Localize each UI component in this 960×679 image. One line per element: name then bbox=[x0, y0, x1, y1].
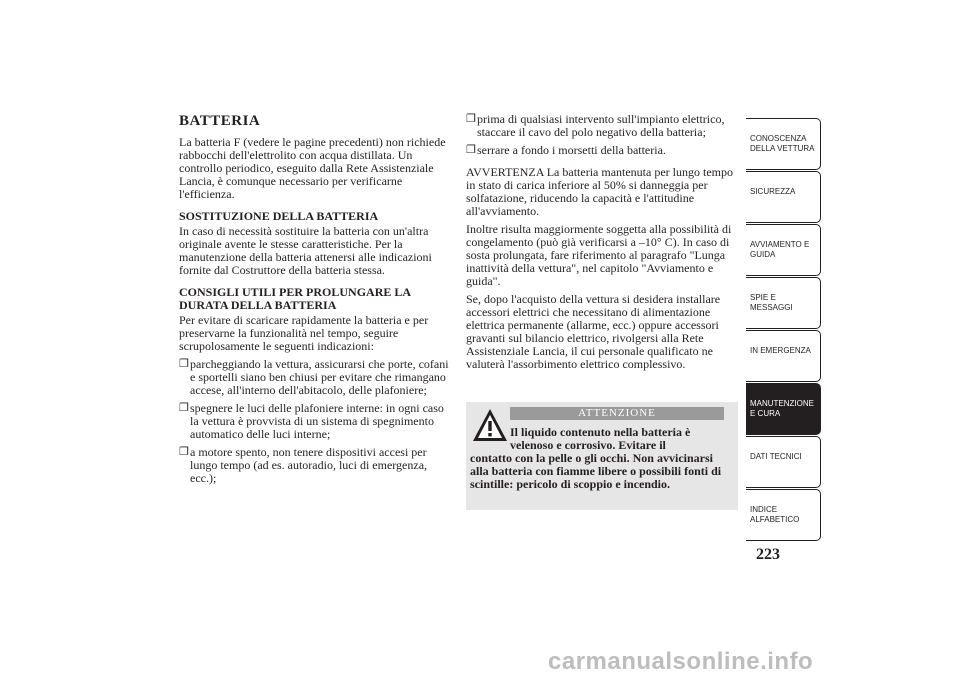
list-item bbox=[466, 144, 738, 157]
list-item bbox=[179, 402, 451, 441]
list-item bbox=[179, 446, 451, 485]
tab-dati-tecnici[interactable]: DATI TECNICI bbox=[746, 436, 821, 488]
intro-paragraph: La batteria F (vedere le pagine precedenti) non richiede rabbocchi dell'elettrolito con acqua distillata. Un controllo periodico, eseguito dalla Rete Assistenziale Lancia, è comunque necessario per verificarne l'efficienza. bbox=[179, 135, 446, 201]
tab-conoscenza[interactable]: CONOSCENZA DELLA VETTURA bbox=[746, 118, 821, 170]
subheading-tips: CONSIGLI UTILI PER PROLUNGARE LA DURATA DELLA BATTERIA bbox=[179, 285, 411, 312]
watermark-text: carmanualsonline.info bbox=[548, 648, 814, 675]
tab-sicurezza[interactable]: SICUREZZA bbox=[746, 171, 821, 223]
list-item bbox=[466, 113, 738, 139]
checkbox-bullet-icon: ❐ bbox=[179, 358, 189, 370]
list-item-text: serrare a fondo i morsetti della batteria. bbox=[477, 143, 666, 157]
section-title: BATTERIA bbox=[179, 113, 261, 129]
tab-spie[interactable]: SPIE E MESSAGGI bbox=[746, 277, 821, 329]
warning-note-paragraph: AVVERTENZA La batteria mantenuta per lungo tempo in stato di carica inferiore al 50% si danneggia per solfatazione, riducendo la capacità e l'attitudine all'avviamento. bbox=[466, 165, 733, 218]
list-item bbox=[179, 358, 451, 397]
warning-heading: ATTENZIONE bbox=[510, 407, 724, 420]
tab-manutenzione[interactable]: MANUTENZIONE E CURA bbox=[746, 383, 821, 435]
list-item-text: a motore spento, non tenere dispositivi accesi per lungo tempo (ad es. autoradio, luci di emergenza, ecc.); bbox=[190, 445, 428, 485]
checkbox-bullet-icon: ❐ bbox=[466, 113, 476, 125]
accessories-paragraph: Se, dopo l'acquisto della vettura si desidera installare accessori elettrici che necessitano di alimentazione elettrica permanente (allarme, ecc.) oppure accessori gravanti sul bilancio elettrico, rivolgersi alla Rete Assistenziale Lancia, il cui personale qualificato ne valuterà l'assorbimento elettrico complessivo. bbox=[466, 292, 721, 371]
checkbox-bullet-icon: ❐ bbox=[179, 446, 189, 458]
freezing-paragraph: Inoltre risulta maggiormente soggetta alla possibilità di congelamento (può già verificarsi a –10° C). In caso di sosta prolungata, fare riferimento al paragrafo "Lunga inattività della vettura", nel capitolo "Avviamento e guida". bbox=[466, 222, 732, 288]
checkbox-bullet-icon: ❐ bbox=[179, 402, 189, 414]
warning-text bbox=[470, 426, 732, 491]
tab-indice[interactable]: INDICE ALFABETICO bbox=[746, 489, 821, 541]
list-item-text: parcheggiando la vettura, assicurarsi che porte, cofani e sportelli siano ben chiusi per evitare che rimangano accese, all'interno dell'abitacolo, delle plafoniere; bbox=[190, 357, 449, 397]
left-column bbox=[179, 113, 451, 490]
chapter-sidebar bbox=[746, 118, 821, 542]
checkbox-bullet-icon: ❐ bbox=[466, 144, 476, 156]
list-item-text: spegnere le luci delle plafoniere interne: in ogni caso la vettura è provvista di un sistema di spegnimento automatico delle luci interne; bbox=[190, 401, 444, 441]
warning-text-rest: contatto con la pelle o gli occhi. Non avvicinarsi alla batteria con fiamme libere o possibili fonti di scintille: pericolo di scoppio e incendio. bbox=[470, 451, 722, 491]
tab-avviamento[interactable]: AVVIAMENTO E GUIDA bbox=[746, 224, 821, 276]
warning-box bbox=[466, 402, 738, 510]
page-number: 223 bbox=[756, 546, 780, 563]
subheading-replacement: SOSTITUZIONE DELLA BATTERIA bbox=[179, 209, 379, 223]
replacement-paragraph: In caso di necessità sostituire la batteria con un'altra originale avente le stesse caratteristiche. Per la manutenzione della batteria attenersi alle indicazioni fornite dal Costruttore della batteria stessa. bbox=[179, 224, 432, 277]
tab-emergenza[interactable]: IN EMERGENZA bbox=[746, 330, 821, 382]
tips-paragraph: Per evitare di scaricare rapidamente la batteria e per preservarne la funzionalità nel tempo, seguire scrupolosamente le seguenti indicazioni: bbox=[179, 313, 429, 353]
warning-text-first: Il liquido contenuto nella batteria è velenoso e corrosivo. Evitare il bbox=[510, 425, 691, 452]
list-item-text: prima di qualsiasi intervento sull'impianto elettrico, staccare il cavo del polo negativo della batteria; bbox=[477, 112, 725, 139]
right-column bbox=[466, 113, 738, 376]
